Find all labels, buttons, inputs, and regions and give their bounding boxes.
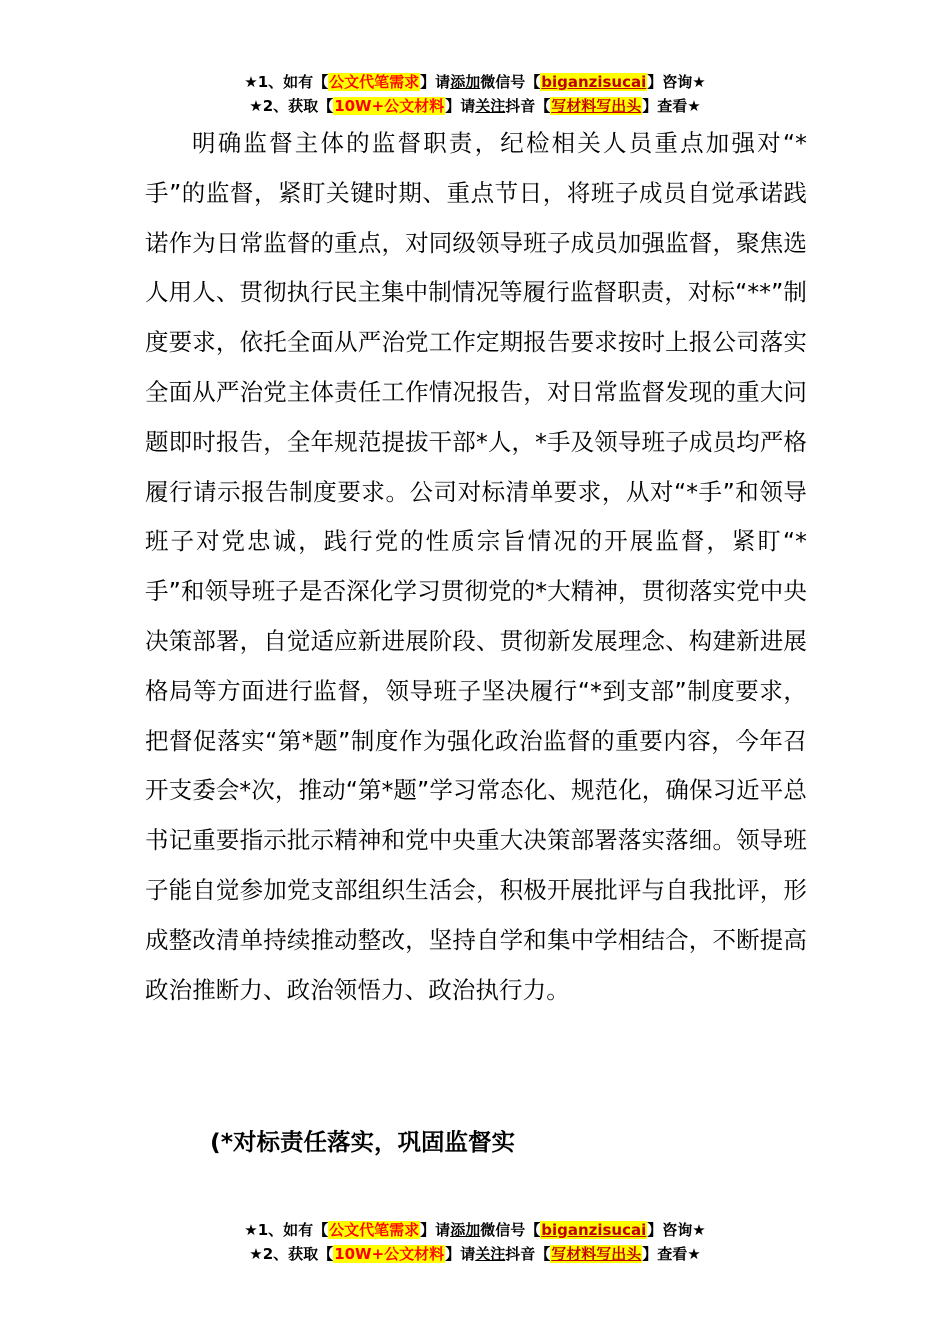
douyin-account-link[interactable]: 写材料写出头	[551, 1245, 642, 1263]
body-paragraph: 明确监督主体的监督职责，纪检相关人员重点加强对“*手”的监督，紧盯关键时期、重点节日，将班子成员自觉承诺践诺作为日常监督的重点，对同级领导班子成员加强监督，聚焦选人用人、贯彻执行民主集中制情况等履行监督职责，对标“**”制度要求，依托全面从严治党工作定期报告要求按时上报公司落实全面从严治党主体责任工作情况报告，对日常监督发现的重大问题即时报告，全年规范提拔干部*人，*手及领导班子成员均严格履行请示报告制度要求。公司对标清单要求，从对“*手”和领导班子对党忠诚，践行党的性质宗旨情况的开展监督，紧盯“*手”和领导班子是否深化学习贯彻党的*大精神，贯彻落实党中央决策部署，自觉适应新进展阶段、贯彻新发展理念、构建新进展格局等方面进行监督，领导班子坚决履行“*到支部”制度要求，把督促落实“第*题”制度作为强化政治监督的重要内容，今年召开支委会*次，推动“第*题”学习常态化、规范化，确保习近平总书记重要指示批示精神和党中央重大决策部署落实落细。领导班子能自觉参加党支部组织生活会，积极开展批评与自我批评，形成整改清单持续推动整改，坚持自学和集中学相结合，不断提高政治推断力、政治领悟力、政治执行力。	[145, 129, 807, 1004]
highlight-service-tag: 公文代笔需求	[329, 73, 420, 91]
highlight-materials-tag: 10W+公文材料	[334, 1245, 445, 1263]
banner-line-1: ★1、如有【公文代笔需求】请添加微信号【biganzisucai】咨询★	[244, 1221, 706, 1239]
highlight-service-tag: 公文代笔需求	[329, 1221, 420, 1239]
wechat-id-link[interactable]: biganzisucai	[541, 1221, 647, 1239]
banner-line-1: ★1、如有【公文代笔需求】请添加微信号【biganzisucai】咨询★	[244, 73, 706, 91]
douyin-account-link[interactable]: 写材料写出头	[551, 97, 642, 115]
banner-line-2: ★2、获取【10W+公文材料】请关注抖音【写材料写出头】查看★	[249, 1245, 701, 1263]
highlight-materials-tag: 10W+公文材料	[334, 97, 445, 115]
banner-line-2: ★2、获取【10W+公文材料】请关注抖音【写材料写出头】查看★	[249, 97, 701, 115]
wechat-id-link[interactable]: biganzisucai	[541, 73, 647, 91]
footer-banner	[0, 1218, 950, 1266]
section-heading: (*对标责任落实，巩固监督实	[210, 1128, 516, 1156]
header-banner	[0, 70, 950, 118]
